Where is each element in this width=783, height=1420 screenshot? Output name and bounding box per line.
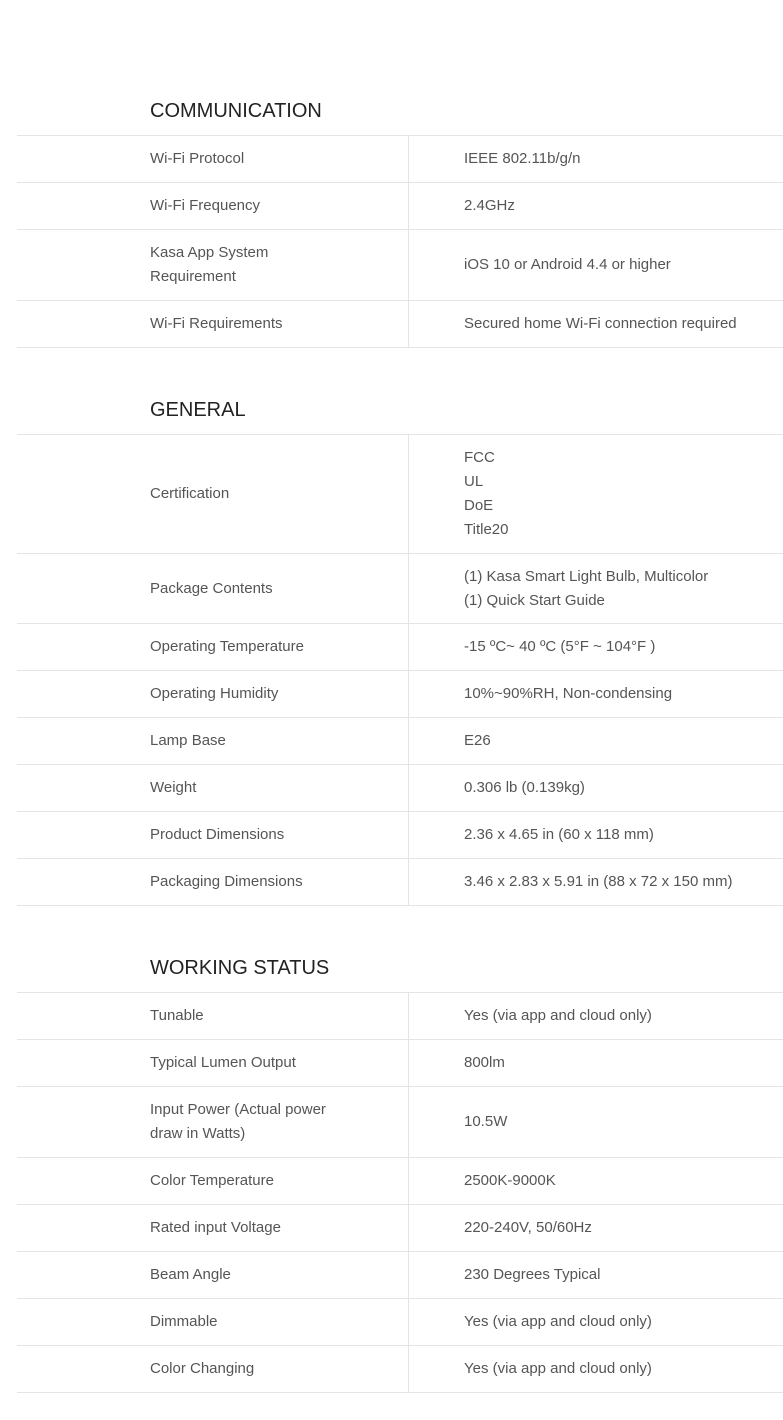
spec-value bbox=[409, 1205, 783, 1251]
spec-value-line: IEEE 802.11b/g/n bbox=[464, 150, 581, 167]
spec-value bbox=[409, 859, 783, 905]
spec-value-line: E26 bbox=[464, 732, 491, 749]
spec-row bbox=[17, 1252, 783, 1299]
spec-label: Kasa App System Requirement bbox=[17, 230, 409, 300]
section-title: WORKING STATUS bbox=[150, 957, 330, 979]
spec-value-line: UL bbox=[464, 473, 484, 490]
spec-value-line: 220-240V, 50/60Hz bbox=[464, 1219, 592, 1236]
spec-value bbox=[409, 1346, 783, 1392]
spec-value-line: 10.5W bbox=[464, 1113, 508, 1130]
spec-value-line: FCC bbox=[464, 449, 495, 466]
spec-value-line: Yes (via app and cloud only) bbox=[464, 1313, 652, 1330]
spec-label: Operating Temperature bbox=[17, 624, 409, 670]
spec-value bbox=[409, 554, 783, 623]
spec-table bbox=[17, 992, 783, 1393]
spec-value bbox=[409, 435, 783, 553]
spec-value bbox=[409, 765, 783, 811]
spec-row bbox=[17, 993, 783, 1040]
spec-value bbox=[409, 993, 783, 1039]
spec-label: Color Temperature bbox=[17, 1158, 409, 1204]
spec-row bbox=[17, 183, 783, 230]
spec-value-line: 10%~90%RH, Non-condensing bbox=[464, 685, 673, 702]
spec-label: Package Contents bbox=[17, 554, 409, 623]
spec-value-line: -15 ºC~ 40 ºC (5°F ~ 104°F ) bbox=[464, 638, 656, 655]
spec-row bbox=[17, 1346, 783, 1393]
section-working-status bbox=[0, 945, 783, 1393]
spec-value bbox=[409, 812, 783, 858]
section-communication bbox=[0, 88, 783, 348]
spec-value bbox=[409, 624, 783, 670]
spec-row bbox=[17, 554, 783, 624]
spec-value-line: 230 Degrees Typical bbox=[464, 1266, 601, 1283]
spec-value bbox=[409, 230, 783, 300]
spec-row bbox=[17, 1205, 783, 1252]
spec-value bbox=[409, 1252, 783, 1298]
spec-label: Wi-Fi Frequency bbox=[17, 183, 409, 229]
spec-value-line: 3.46 x 2.83 x 5.91 in (88 x 72 x 150 mm) bbox=[464, 873, 733, 890]
spec-value-line: Secured home Wi-Fi connection required bbox=[464, 315, 737, 332]
spec-label: Lamp Base bbox=[17, 718, 409, 764]
spec-row bbox=[17, 765, 783, 812]
spec-row bbox=[17, 812, 783, 859]
spec-label: Weight bbox=[17, 765, 409, 811]
spec-value bbox=[409, 1040, 783, 1086]
spec-value-line: Yes (via app and cloud only) bbox=[464, 1007, 652, 1024]
spec-row bbox=[17, 1158, 783, 1205]
spec-value-line: (1) Quick Start Guide bbox=[464, 591, 605, 609]
spec-label: Packaging Dimensions bbox=[17, 859, 409, 905]
spec-row bbox=[17, 718, 783, 765]
spec-label: Input Power (Actual power draw in Watts) bbox=[17, 1087, 409, 1157]
spec-value bbox=[409, 301, 783, 347]
spec-value-line: 800lm bbox=[464, 1054, 505, 1071]
spec-value-line: 2.36 x 4.65 in (60 x 118 mm) bbox=[464, 826, 654, 843]
spec-value-line: (1) Kasa Smart Light Bulb, Multicolor bbox=[464, 567, 709, 585]
spec-value bbox=[409, 718, 783, 764]
spec-label: Typical Lumen Output bbox=[17, 1040, 409, 1086]
spec-value-line: Yes (via app and cloud only) bbox=[464, 1360, 652, 1377]
spec-table bbox=[17, 434, 783, 906]
spec-label: Product Dimensions bbox=[17, 812, 409, 858]
spec-row bbox=[17, 1087, 783, 1158]
spec-value bbox=[409, 1158, 783, 1204]
spec-label: Rated input Voltage bbox=[17, 1205, 409, 1251]
spec-label: Wi-Fi Protocol bbox=[17, 136, 409, 182]
spec-row bbox=[17, 671, 783, 718]
spec-value bbox=[409, 671, 783, 717]
spec-label: Color Changing bbox=[17, 1346, 409, 1392]
section-title: COMMUNICATION bbox=[150, 100, 322, 122]
spec-label: Wi-Fi Requirements bbox=[17, 301, 409, 347]
spec-row bbox=[17, 1299, 783, 1346]
spec-label: Beam Angle bbox=[17, 1252, 409, 1298]
spec-value bbox=[409, 183, 783, 229]
spec-value-line: 0.306 lb (0.139kg) bbox=[464, 779, 585, 796]
spec-value bbox=[409, 1299, 783, 1345]
spec-row bbox=[17, 624, 783, 671]
spec-row bbox=[17, 301, 783, 348]
section-general bbox=[0, 387, 783, 906]
spec-value-line: DoE bbox=[464, 497, 494, 514]
spec-row bbox=[17, 1040, 783, 1087]
spec-row bbox=[17, 136, 783, 183]
spec-value-line: 2.4GHz bbox=[464, 197, 515, 214]
spec-value-line: iOS 10 or Android 4.4 or higher bbox=[464, 256, 671, 273]
spec-label: Operating Humidity bbox=[17, 671, 409, 717]
spec-value-line: Title20 bbox=[464, 521, 509, 538]
spec-table bbox=[17, 135, 783, 348]
section-title: GENERAL bbox=[150, 399, 246, 421]
spec-value bbox=[409, 136, 783, 182]
spec-value bbox=[409, 1087, 783, 1157]
spec-row bbox=[17, 230, 783, 301]
spec-value-line: 2500K-9000K bbox=[464, 1172, 556, 1189]
spec-row bbox=[17, 435, 783, 554]
spec-label: Tunable bbox=[17, 993, 409, 1039]
spec-label: Dimmable bbox=[17, 1299, 409, 1345]
spec-row bbox=[17, 859, 783, 906]
spec-label: Certification bbox=[17, 435, 409, 553]
